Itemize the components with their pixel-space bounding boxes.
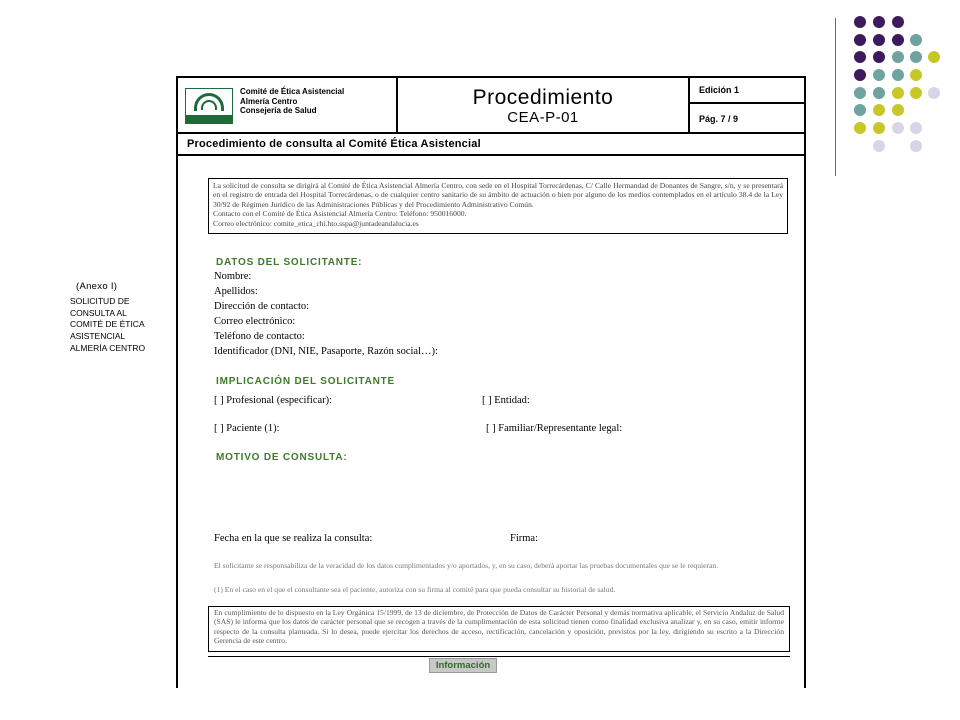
section-reason-heading: MOTIVO DE CONSULTA: <box>216 452 348 463</box>
form-side-title: SOLICITUD DE CONSULTA AL COMITÉ DE ÉTICA ASISTENCIAL ALMERÍA CENTRO <box>70 296 146 353</box>
information-button[interactable]: Información <box>429 658 497 673</box>
option-entity: [ ] Entidad: <box>482 395 530 406</box>
org-line: Consejería de Salud <box>240 106 317 115</box>
data-protection-box: En cumplimiento de lo dispuesto en la Ley Orgánica 15/1999, de 13 de diciembre, de Protección de Datos de Carácter Personal y demás normativa aplicable, el Servicio Andaluz de Salud (SAS) le informa que los datos de carácter personal que se recogen a través de la cumplimentación de esta solicitud tienen como finalidad exclusiva analizar y, en su caso, emitir informe respecto de la consulta planteada. Si lo desea, puede ejercitar los derechos de acceso, rectificación, cancelación y oposición, previstos por la ley, dirigiendo su escrito a la Dirección Gerencia de este centro. <box>208 606 790 652</box>
field-address-label: Dirección de contacto: <box>214 301 310 312</box>
field-id-label: Identificador (DNI, NIE, Pasaporte, Razón social…): <box>214 346 438 357</box>
intro-contact: Contacto con el Comité de Ética Asistencial Almería Centro: Teléfono: 950016000. <box>213 209 467 219</box>
org-line: Almería Centro <box>240 96 298 106</box>
option-patient: [ ] Paciente (1): <box>214 423 280 434</box>
organization-name <box>240 87 344 116</box>
annex-label: (Anexo I) <box>76 281 118 292</box>
section-applicant-heading: DATOS DEL SOLICITANTE: <box>216 257 363 268</box>
field-phone-label: Teléfono de contacto: <box>214 331 305 342</box>
junta-andalucia-logo-icon <box>185 88 233 124</box>
intro-email: Correo electrónico: comite_etica_chi.hto.sspa@juntadeandalucia.es <box>213 218 419 228</box>
procedure-subtitle: Procedimiento de consulta al Comité Ética Asistencial <box>178 132 804 156</box>
field-date-label: Fecha en la que se realiza la consulta: <box>214 533 373 544</box>
responsibility-note: El solicitante se responsabiliza de la veracidad de los datos cumplimentados y/o aportados, y, en su caso, deberá aportar las pruebas documentales que se le requieran. <box>214 561 719 570</box>
bottom-rule <box>208 656 790 657</box>
header-title-cell <box>398 78 690 132</box>
page-number: Pág. 7 / 9 <box>699 114 739 124</box>
dot-grid <box>854 16 940 152</box>
field-signature-label: Firma: <box>510 533 538 544</box>
section-involvement-heading: IMPLICACIÓN DEL SOLICITANTE <box>216 376 396 387</box>
procedure-document <box>176 76 806 688</box>
vertical-divider <box>835 18 836 176</box>
intro-text: La solicitud de consulta se dirigirá al Comité de Ética Asistencial Almería Centro, con sede en el Hospital Torrecárdenas, C/ Calle Hermandad de Donantes de Sangre, s/n, y se presentará en el registro de entrada del Hospital Torrecárdenas, o de cualquier centro sanitario de su ámbito de actuación o bien por alguno de los medios contemplados en el artículo 38.4 de la Ley 30/92 de Régimen Jurídico de las Administraciones Públicas y del Procedimiento Administrativo Común. <box>213 181 783 209</box>
procedure-code: CEA-P-01 <box>507 109 579 126</box>
field-surnames-label: Apellidos: <box>214 286 258 297</box>
option-professional: [ ] Profesional (especificar): <box>214 395 333 406</box>
option-family: [ ] Familiar/Representante legal: <box>486 423 623 434</box>
org-line: Comité de Ética Asistencial <box>240 87 345 96</box>
footnote-patient: (1) En el caso en el que el consultante sea el paciente, autoriza con su firma al comité para que pueda consultar su historial de salud. <box>214 585 616 594</box>
header-edition-cell <box>690 78 804 132</box>
header-org-cell <box>178 78 398 132</box>
document-header <box>178 78 804 134</box>
field-email-label: Correo electrónico: <box>214 316 296 327</box>
edition-label: Edición 1 <box>690 78 804 104</box>
procedure-title: Procedimiento <box>472 86 614 109</box>
intro-box <box>208 178 788 234</box>
field-name-label: Nombre: <box>214 271 252 282</box>
